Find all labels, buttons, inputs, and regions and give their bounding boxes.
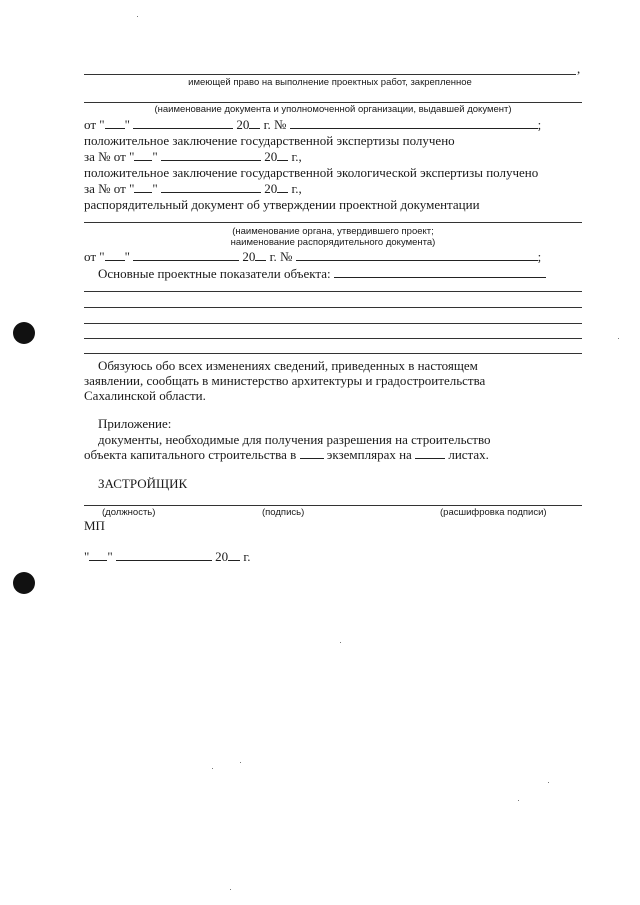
month-blank[interactable] <box>161 149 261 161</box>
day-blank[interactable] <box>134 181 152 193</box>
ot-label: от " <box>84 249 105 264</box>
g-label: г., <box>291 181 302 196</box>
signature-caption: (подпись) <box>262 507 305 518</box>
applicant-org-line <box>84 74 576 75</box>
scan-speck <box>548 782 549 783</box>
quote-label: " <box>124 117 130 132</box>
indicators-line-3[interactable] <box>84 323 582 324</box>
scan-speck <box>518 800 519 801</box>
g-label: г. <box>243 549 251 564</box>
day-blank[interactable] <box>105 117 125 129</box>
organ-caption-2: наименование распорядительного документа) <box>230 237 436 248</box>
year-blank[interactable] <box>277 181 288 193</box>
appendix-line-2a: объекта капитального строительства в <box>84 447 297 462</box>
year-prefix: 20 <box>215 549 229 564</box>
g-label: г., <box>291 149 302 164</box>
month-blank[interactable] <box>133 249 239 261</box>
organ-caption-1: (наименование органа, утвердившего проект; <box>232 226 434 237</box>
scan-speck <box>212 768 213 769</box>
year-blank[interactable] <box>249 117 260 129</box>
developer-label: ЗАСТРОЙЩИК <box>98 476 188 491</box>
commitment-line-1: Обязуюсь обо всех изменениях сведений, приведенных в настоящем <box>98 358 478 373</box>
punch-hole-top <box>13 322 35 344</box>
scan-speck <box>230 889 231 890</box>
year-blank[interactable] <box>228 549 240 561</box>
header-caption: имеющей право на выполнение проектных работ, закрепленное <box>188 77 472 88</box>
appendix-line-2 <box>84 447 489 462</box>
indicators-line-1[interactable] <box>84 291 582 292</box>
indicators-line-5[interactable] <box>84 353 582 354</box>
za-no-ot-label: за № от " <box>84 149 135 164</box>
main-indicators-label: Основные проектные показатели объекта: <box>98 266 331 281</box>
date-number-line-1 <box>84 117 541 132</box>
copies-blank[interactable] <box>300 447 324 459</box>
scan-speck <box>340 642 341 643</box>
eco-expertise-text: положительное заключение государственной экологической экспертизы получено <box>84 165 539 180</box>
signature-line[interactable] <box>84 505 582 506</box>
signing-date-line <box>84 549 251 564</box>
stamp-mp-label: МП <box>84 518 105 533</box>
day-blank[interactable] <box>89 549 107 561</box>
year-blank[interactable] <box>255 249 266 261</box>
scan-speck <box>618 338 619 339</box>
approving-organ-line <box>84 222 582 223</box>
za-no-line-2 <box>84 181 302 196</box>
semicolon: ; <box>537 249 542 264</box>
number-blank[interactable] <box>290 117 538 129</box>
year-prefix: 20 <box>264 149 278 164</box>
quote-label: " <box>152 149 158 164</box>
appendix-line-2b: экземплярах на <box>326 447 412 462</box>
semicolon: ; <box>537 117 542 132</box>
year-prefix: 20 <box>236 117 250 132</box>
day-blank[interactable] <box>134 149 152 161</box>
month-blank[interactable] <box>161 181 261 193</box>
year-prefix: 20 <box>264 181 278 196</box>
za-no-line-1 <box>84 149 302 164</box>
punch-hole-bottom <box>13 572 35 594</box>
g-number-label: г. № <box>263 117 287 132</box>
quote-open: " <box>84 549 90 564</box>
permit-document-line <box>84 102 582 103</box>
document-caption: (наименование документа и уполномоченной организации, выдавшей документ) <box>154 104 512 115</box>
commitment-line-3: Сахалинской области. <box>84 388 206 403</box>
quote-close: " <box>107 549 113 564</box>
approval-doc-text: распорядительный документ об утверждении проектной документации <box>84 197 480 212</box>
indicators-blank[interactable] <box>334 266 546 278</box>
year-prefix: 20 <box>242 249 256 264</box>
appendix-line-1: документы, необходимые для получения разрешения на строительство <box>98 432 491 447</box>
day-blank[interactable] <box>105 249 125 261</box>
number-blank[interactable] <box>296 249 538 261</box>
quote-label: " <box>152 181 158 196</box>
g-number-label: г. № <box>269 249 293 264</box>
date-number-line-2 <box>84 249 541 264</box>
quote-label: " <box>124 249 130 264</box>
scan-speck <box>137 16 138 17</box>
year-blank[interactable] <box>277 149 288 161</box>
commitment-line-2: заявлении, сообщать в министерство архитектуры и градостроительства <box>84 373 486 388</box>
header-comma: , <box>577 61 581 76</box>
ot-label: от " <box>84 117 105 132</box>
appendix-title: Приложение: <box>98 416 172 431</box>
month-blank[interactable] <box>116 549 212 561</box>
za-no-ot-label: за № от " <box>84 181 135 196</box>
position-caption: (должность) <box>102 507 156 518</box>
month-blank[interactable] <box>133 117 233 129</box>
appendix-line-2c: листах. <box>448 447 489 462</box>
decoding-caption: (расшифровка подписи) <box>440 507 547 518</box>
sheets-blank[interactable] <box>415 447 445 459</box>
indicators-line-4[interactable] <box>84 338 582 339</box>
indicators-line-2[interactable] <box>84 307 582 308</box>
scan-speck <box>240 762 241 763</box>
state-expertise-text: положительное заключение государственной экспертизы получено <box>84 133 455 148</box>
main-indicators-line <box>98 266 546 281</box>
